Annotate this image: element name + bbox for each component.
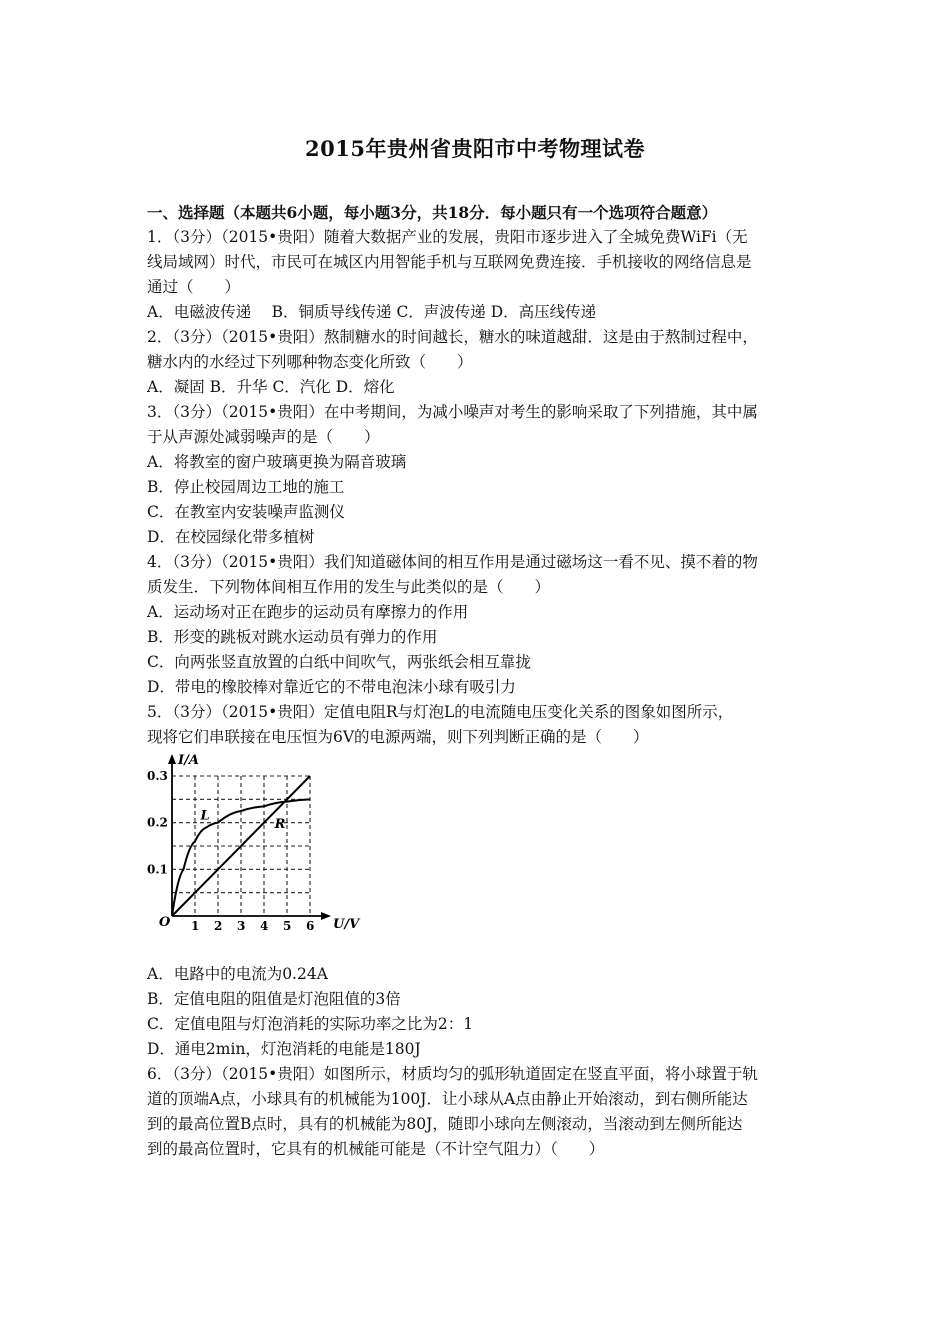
- question-line: 到的最高位置B点时，具有的机械能为80J，随即小球向左侧滚动，当滚动到左侧所能达: [147, 1115, 743, 1133]
- question-line: 糖水内的水经过下列哪种物态变化所致（ ）: [147, 353, 473, 371]
- y-axis-label: I/A: [178, 753, 199, 768]
- x-tick-label: 4: [260, 919, 269, 933]
- x-tick-label: 5: [283, 919, 292, 933]
- x-tick-label: 2: [214, 919, 223, 933]
- x-tick-label: 3: [237, 919, 246, 933]
- option-b: B．形变的跳板对跳水运动员有弹力的作用: [147, 628, 438, 646]
- series-label-L: L: [200, 808, 210, 824]
- option-b: B．定值电阻的阻值是灯泡阻值的3倍: [147, 990, 401, 1008]
- y-tick-label: 0.2: [147, 815, 168, 830]
- iu-graph-svg: [147, 750, 367, 962]
- exam-content: [147, 200, 812, 1162]
- x-axis-arrow: [321, 912, 331, 920]
- question-line: 5．（3分）（2015•贵阳）定值电阻R与灯泡L的电流随电压变化关系的图象如图所示，: [147, 703, 734, 721]
- x-tick-label: 1: [191, 919, 200, 933]
- option-line: A．电磁波传递 B．铜质导线传递 C．声波传递 D．高压线传递: [147, 303, 597, 321]
- question-line: 2．（3分）（2015•贵阳）熬制糖水的时间越长，糖水的味道越甜．这是由于熬制过程中，: [147, 328, 758, 346]
- question-2: [147, 325, 812, 400]
- question-line: 通过（ ）: [147, 278, 241, 296]
- question-6: [147, 1062, 812, 1162]
- option-line: A．凝固 B．升华 C．汽化 D．熔化: [147, 378, 395, 396]
- question-1: [147, 225, 812, 325]
- option-a: A．将教室的窗户玻璃更换为隔音玻璃: [147, 453, 407, 471]
- question-line: 4．（3分）（2015•贵阳）我们知道磁体间的相互作用是通过磁场这一看不见、摸不着的物: [147, 553, 758, 571]
- option-a: A．运动场对正在跑步的运动员有摩擦力的作用: [147, 603, 469, 621]
- series-label-R: R: [274, 817, 286, 832]
- option-a: A．电路中的电流为0.24A: [147, 965, 328, 983]
- question-line: 到的最高位置时，它具有的机械能可能是（不计空气阻力）（ ）: [147, 1140, 605, 1158]
- question-line: 线局域网）时代，市民可在城区内用智能手机与互联网免费连接．手机接收的网络信息是: [147, 253, 752, 271]
- option-d: D．通电2min，灯泡消耗的电能是180J: [147, 1040, 421, 1058]
- y-tick-label: 0.1: [147, 862, 168, 877]
- question-3: [147, 400, 812, 550]
- question-line: 现将它们串联接在电压恒为6V的电源两端，则下列判断正确的是（ ）: [147, 728, 649, 746]
- option-c: C．在教室内安装噪声监测仪: [147, 503, 345, 521]
- question-line: 3．（3分）（2015•贵阳）在中考期间，为减小噪声对考生的影响采取了下列措施，其中属: [147, 403, 758, 421]
- option-b: B．停止校园周边工地的施工: [147, 478, 345, 496]
- question-4: [147, 550, 812, 700]
- page-title: 2015年贵州省贵阳市中考物理试卷: [305, 136, 645, 161]
- x-tick-label: 6: [306, 919, 315, 933]
- section-heading: 一、选择题（本题共6小题，每小题3分，共18分．每小题只有一个选项符合题意）: [147, 203, 718, 222]
- question-line: 道的顶端A点，小球具有的机械能为100J．让小球从A点由静止开始滚动，到右侧所能达: [147, 1090, 748, 1108]
- question-line: 1．（3分）（2015•贵阳）随着大数据产业的发展，贵阳市逐步进入了全城免费WiFi（无: [147, 228, 748, 246]
- option-d: D．带电的橡胶棒对靠近它的不带电泡沫小球有吸引力: [147, 678, 516, 696]
- question-line: 6．（3分）（2015•贵阳）如图所示，材质均匀的弧形轨道固定在竖直平面，将小球置于轨: [147, 1065, 758, 1083]
- x-axis-label: U/V: [333, 917, 360, 932]
- question-5: [147, 700, 812, 1062]
- option-c: C．定值电阻与灯泡消耗的实际功率之比为2：1: [147, 1015, 474, 1033]
- question-line: 质发生．下列物体间相互作用的发生与此类似的是（ ）: [147, 578, 551, 596]
- option-c: C．向两张竖直放置的白纸中间吹气，两张纸会相互靠拢: [147, 653, 531, 671]
- y-axis-arrow: [168, 754, 176, 764]
- origin-label: O: [159, 915, 171, 930]
- y-tick-label: 0.3: [147, 769, 168, 783]
- iu-graph: [147, 750, 812, 962]
- question-line: 于从声源处减弱噪声的是（ ）: [147, 428, 380, 446]
- option-d: D．在校园绿化带多植树: [147, 528, 315, 546]
